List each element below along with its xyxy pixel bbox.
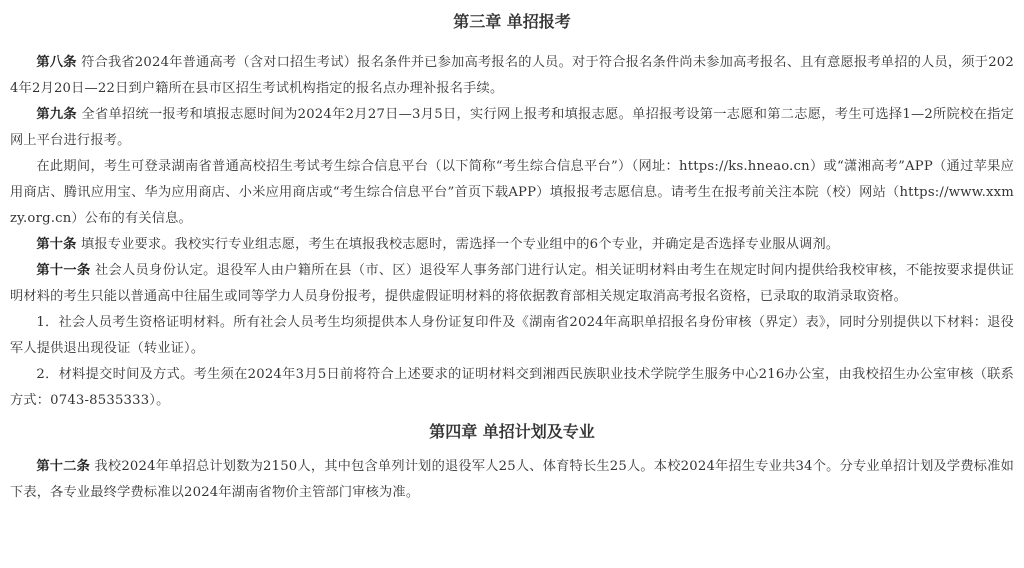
article-text: 1．社会人员考生资格证明材料。所有社会人员考生均须提供本人身份证复印件及《湖南省2024年高职单招报名身份审核（界定）表》，同时分别提供以下材料：退役军人提供退出现役证（转业证）。 xyxy=(10,315,1014,356)
article-9-detail xyxy=(10,154,1014,232)
article-label: 第十条 xyxy=(36,237,77,252)
article-8 xyxy=(10,50,1014,102)
article-text: 填报专业要求。我校实行专业组志愿，考生在填报我校志愿时，需选择一个专业组中的6个专业，并确定是否选择专业服从调剂。 xyxy=(76,237,840,252)
article-label: 第十二条 xyxy=(36,459,91,474)
article-label: 第八条 xyxy=(36,55,77,70)
article-text: 我校2024年单招总计划数为2150人，其中包含单列计划的退役军人25人、体育特长生25人。本校2024年招生专业共34个。分专业单招计划及学费标准如下表，各专业最终学费标准以2024年湖南省物价主管部门审核为准。 xyxy=(10,459,1014,500)
article-11-item-2 xyxy=(10,362,1014,414)
article-label: 第九条 xyxy=(36,107,77,122)
chapter-3-title: 第三章 单招报考 xyxy=(453,12,571,31)
article-text: 符合我省2024年普通高考（含对口招生考试）报名条件并已参加高考报名的人员。对于符合报名条件尚未参加高考报名、且有意愿报考单招的人员，须于2024年2月20日—22日到户籍所在县市区招生考试机构指定的报名点办理补报名手续。 xyxy=(10,55,1014,96)
article-9 xyxy=(10,102,1014,154)
article-10 xyxy=(10,232,1014,258)
article-label: 第十一条 xyxy=(36,263,91,278)
article-11 xyxy=(10,258,1014,310)
article-text: 2．材料提交时间及方式。考生须在2024年3月5日前将符合上述要求的证明材料交到湘西民族职业技术学院学生服务中心216办公室，由我校招生办公室审核（联系方式：0743-8535333）。 xyxy=(10,367,1014,408)
article-11-item-1 xyxy=(10,310,1014,362)
article-text: 社会人员身份认定。退役军人由户籍所在县（市、区）退役军人事务部门进行认定。相关证明材料由考生在规定时间内提供给我校审核，不能按要求提供证明材料的考生只能以普通高中往届生或同等学力人员身份报考，提供虚假证明材料的将依据教育部相关规定取消高考报名资格，已录取的取消录取资格。 xyxy=(10,263,1014,304)
article-text: 全省单招统一报考和填报志愿时间为2024年2月27日—3月5日，实行网上报考和填报志愿。单招报考设第一志愿和第二志愿，考生可选择1—2所院校在指定网上平台进行报考。 xyxy=(10,107,1015,148)
article-text: 在此期间，考生可登录湖南省普通高校招生考试考生综合信息平台（以下简称“考生综合信息平台”）（网址：https://ks.hneao.cn）或“潇湘高考”APP（通过苹果应用商店、腾讯应用宝、华为应用商店、小米应用商店或“考生综合信息平台”首页下载APP）填报报考志愿信息。请考生在报考前关注本院（校）网站（https://www.xxmzy.org.cn）公布的有关信息。 xyxy=(10,159,1014,226)
chapter-4-title: 第四章 单招计划及专业 xyxy=(429,422,595,441)
article-12 xyxy=(10,454,1014,506)
